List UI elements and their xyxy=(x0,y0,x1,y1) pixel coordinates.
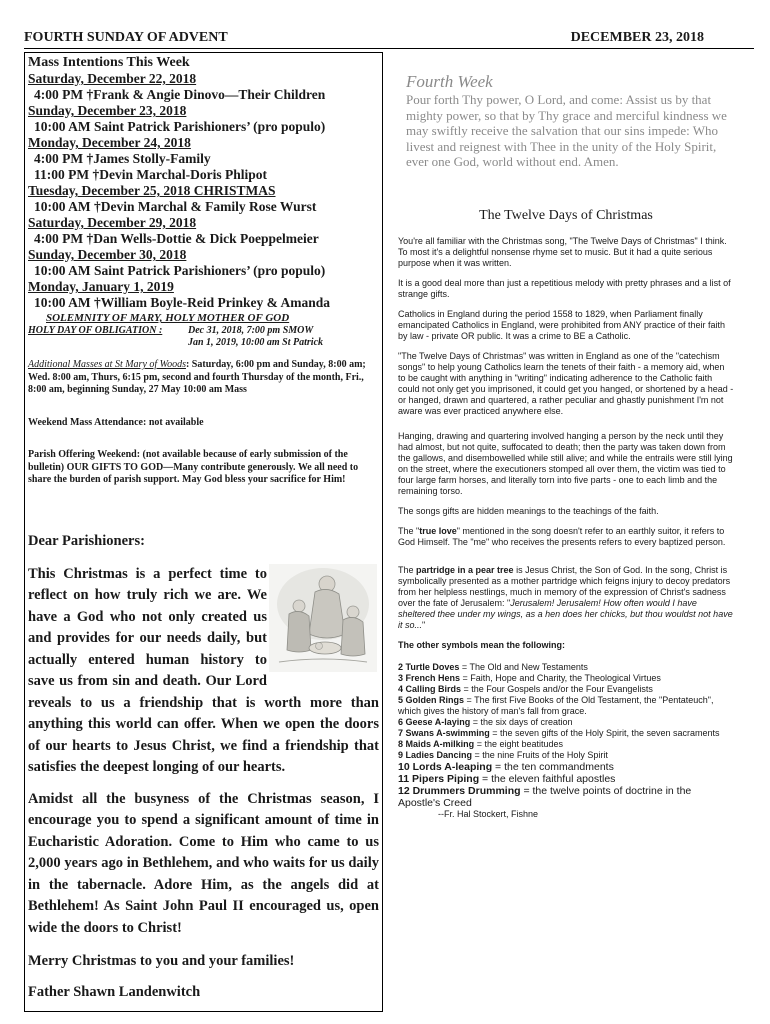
other-symbols-heading: The other symbols mean the following: xyxy=(398,639,566,650)
jerusalem-quote: Jerusalem! Jerusalem! How often would I have sheltered thee under my wings, as a hen does her chicks, but thou wouldst not have it so... xyxy=(398,597,733,630)
letter-greeting: Dear Parishioners: xyxy=(28,532,145,549)
mass-day: Tuesday, December 25, 2018 CHRISTMAS xyxy=(28,183,276,198)
mass-day: Monday, January 1, 2019 xyxy=(28,279,174,294)
mass-intention: 4:00 PM †Dan Wells-Dottie & Dick Poeppelmeier xyxy=(34,231,319,246)
symbol-gift: 2 Turtle Doves xyxy=(398,661,460,672)
additional-masses-label: Additional Masses at St Mary of Woods xyxy=(28,359,186,370)
letter-paragraph-1-text: This Christmas is a perfect time to reflect on how truly rich we are. We have a God who not only created us and provides for our needs daily, but actually entered human history to save us from sin and death. Our Lord reveals to us a friendship that is worth more than anything this world can offer. When we open the doors of our hearts to Jesus Christ, we find a friendship that satisfies the deepest longing of our hearts. xyxy=(28,565,379,775)
mass-intention: 10:00 AM Saint Patrick Parishioners’ (pro populo) xyxy=(34,263,326,278)
symbol-meaning: = the eleven faithful apostles xyxy=(479,772,616,785)
page-header xyxy=(24,30,746,50)
letter-closing: Merry Christmas to you and your families! xyxy=(28,953,295,969)
symbol-meaning: = the nine Fruits of the Holy Spirit xyxy=(472,749,608,760)
fourth-week-title: Fourth Week xyxy=(406,72,493,91)
symbol-gift: 11 Pipers Piping xyxy=(398,772,480,785)
symbol-gift: 12 Drummers Drumming xyxy=(398,784,521,797)
article-credit: --Fr. Hal Stockert, Fishne xyxy=(438,808,539,819)
symbol-gift: 10 Lords A-leaping xyxy=(398,760,493,773)
solemnity-heading: SOLEMNITY OF MARY, HOLY MOTHER OF GOD xyxy=(46,312,290,324)
symbol-gift: 3 French Hens xyxy=(398,672,461,683)
mass-intention: 4:00 PM †Frank & Angie Dinovo—Their Children xyxy=(34,87,326,102)
symbol-meaning: = the twelve points of doctrine in the Apostle's Creed xyxy=(398,784,692,809)
symbol-gift: 5 Golden Rings xyxy=(398,694,465,705)
holy-day-time-2: Jan 1, 2019, 10:00 am St Patrick xyxy=(188,337,324,348)
twelve-days-paragraph-7 xyxy=(398,526,734,548)
twelve-days-paragraph-2: It is a good deal more than just a repetitious melody with pretty phrases and a list of strange gifts. xyxy=(398,277,731,299)
left-column xyxy=(24,52,383,1012)
symbol-meaning: = The first Five Books of the Old Testament, the "Pentateuch", which gives the history of man's fall from grace. xyxy=(398,694,714,716)
symbol-gift: 4 Calling Birds xyxy=(398,683,462,694)
symbol-item xyxy=(398,728,734,739)
letter-signature: Father Shawn Landenwitch xyxy=(28,984,201,1000)
true-love-term: true love xyxy=(419,525,457,536)
symbol-gift: 7 Swans A-swimming xyxy=(398,727,490,738)
symbol-item xyxy=(398,673,734,684)
mass-intentions-list xyxy=(28,71,379,311)
twelve-days-paragraph-6: The songs gifts are hidden meanings to the teachings of the faith. xyxy=(398,505,659,516)
twelve-days-paragraph-4: "The Twelve Days of Christmas" was written in England as one of the "catechism songs" to help young Catholics learn the tenets of their faith - a memory aid, when to be caught with anything in "writing" indicating adherence to the Catholic faith could not only get you imprisoned, it could get you hanged, or shortened by a head - or hanged, drawn and quartered, a rather peculiar and ghastly punishment I'm not aware was ever practiced anywhere else. xyxy=(398,350,734,416)
symbol-item xyxy=(398,739,734,750)
symbol-meaning: = Faith, Hope and Charity, the Theological Virtues xyxy=(460,672,661,683)
header-date: DECEMBER 23, 2018 xyxy=(570,30,704,45)
offering-note: Parish Offering Weekend: (not available because of early submission of the bulletin) OUR GIFTS TO GOD—Many contribute generously. We all need to share the burden of parish support. May God bless your sacrifice for Him! xyxy=(28,449,359,485)
mass-day: Saturday, December 29, 2018 xyxy=(28,215,197,230)
symbol-item xyxy=(398,662,734,673)
right-column xyxy=(398,54,734,820)
symbols-list xyxy=(398,662,734,809)
symbol-meaning: = The Old and New Testaments xyxy=(459,661,588,672)
symbol-meaning: = the eight beatitudes xyxy=(474,738,564,749)
mass-intention: 11:00 PM †Devin Marchal-Doris Phlipot xyxy=(34,167,267,182)
symbol-meaning: = the seven gifts of the Holy Spirit, the seven sacraments xyxy=(489,727,720,738)
letter-body xyxy=(28,564,379,779)
symbol-item xyxy=(398,750,734,761)
symbol-item xyxy=(398,684,734,695)
symbol-item xyxy=(398,695,734,717)
header-divider xyxy=(24,48,754,49)
mass-intention: 10:00 AM Saint Patrick Parishioners’ (pro populo) xyxy=(34,119,326,134)
twelve-days-title: The Twelve Days of Christmas xyxy=(479,207,653,223)
holy-day-line-1 xyxy=(28,325,379,337)
mass-day: Sunday, December 30, 2018 xyxy=(28,247,187,262)
symbol-item xyxy=(398,717,734,728)
fourth-week-prayer: Pour forth Thy power, O Lord, and come: Assist us by that mighty power, so that by Thy grace and merciful kindness we may swiftly receive the salvation that our sins impede: Who livest and reignest with Thee in the unity of the Holy Spirit, ever one God, world without end. Amen. xyxy=(406,92,727,169)
holy-day-time-1: Dec 31, 2018, 7:00 pm SMOW xyxy=(188,325,314,336)
additional-masses-note xyxy=(28,359,379,397)
symbol-meaning: = the six days of creation xyxy=(470,716,573,727)
twelve-days-paragraph-5: Hanging, drawing and quartering involved hanging a person by the neck until they had almost, but not quite, suffocated to death; then the party was taken down from the gallows, and disembowelled while still alive; and while the entrails were still lying on the street, where the executioners stomped all over them, the victim was tied to four large farm horses, and literally torn into five parts - one to each limb and the remaining torso. xyxy=(398,430,733,496)
attendance-note: Weekend Mass Attendance: not available xyxy=(28,416,204,428)
twelve-days-paragraph-8 xyxy=(398,565,734,631)
partridge-pre: The xyxy=(398,564,417,575)
symbol-gift: 8 Maids A-milking xyxy=(398,738,475,749)
mass-intention: 4:00 PM †James Stolly-Family xyxy=(34,151,211,166)
twelve-days-paragraph-1: You're all familiar with the Christmas song, "The Twelve Days of Christmas" I think. To most it's a delightful nonsense rhyme set to music. But it had a quite serious purpose when it was written. xyxy=(398,235,727,268)
mass-day: Sunday, December 23, 2018 xyxy=(28,103,187,118)
symbol-item xyxy=(398,785,734,809)
symbol-gift: 9 Ladies Dancing xyxy=(398,749,473,760)
mass-day: Saturday, December 22, 2018 xyxy=(28,71,197,86)
symbol-gift: 6 Geese A-laying xyxy=(398,716,471,727)
mass-day: Monday, December 24, 2018 xyxy=(28,135,191,150)
letter-paragraph-2: Amidst all the busyness of the Christmas season, I encourage you to spend a significant amount of time in Eucharistic Adoration. Come to Him who came to us 2,000 years ago in Bethlehem, and who waits for us daily in the tabernacle. Adore Him, as the angels did at Bethlehem! As Saint John Paul II encouraged us, open wide the doors to Christ! xyxy=(28,790,379,936)
additional-masses-text: : Saturday, 6:00 pm and Sunday, 8:00 am; Wed. 8:00 am, Thurs, 6:15 pm, second and fourth Thursday of the month, Fri., 8:00 am, beginning Sunday, 27 May 10:00 am Mass xyxy=(28,359,366,395)
quote-close: " xyxy=(422,619,426,630)
true-love-post: " mentioned in the song doesn't refer to an earthly suitor, it refers to God Himself. The "me" who receives the presents refers to every baptized person. xyxy=(398,525,726,547)
mass-intentions-title: Mass Intentions This Week xyxy=(28,55,190,70)
header-title: FOURTH SUNDAY OF ADVENT xyxy=(24,30,228,45)
mass-intention: 10:00 AM †Devin Marchal & Family Rose Wurst xyxy=(34,199,317,214)
mass-intention: 10:00 AM †William Boyle-Reid Prinkey & Amanda xyxy=(34,295,330,310)
partridge-post: is Jesus Christ, the Son of God. In the song, Christ is symbolically presented as a mother partridge which feigns injury to decoy predators from her helpless nestlings, much in memory of the expression of Christ's sadness over the fate of Jerusalem: " xyxy=(398,564,731,608)
twelve-days-paragraph-3: Catholics in England during the period 1558 to 1829, when Parliament finally emancipated Catholics in England, were prohibited from ANY practice of their faith by law - private OR public. It was a crime to BE a Catholic. xyxy=(398,308,726,341)
symbol-item xyxy=(398,761,734,773)
nativity-image xyxy=(269,564,377,672)
holy-day-label: HOLY DAY OF OBLIGATION : xyxy=(28,325,163,336)
symbol-meaning: = the Four Gospels and/or the Four Evangelists xyxy=(461,683,653,694)
symbol-meaning: = the ten commandments xyxy=(492,760,614,773)
partridge-term: partridge in a pear tree xyxy=(416,564,514,575)
symbol-item xyxy=(398,773,734,785)
true-love-pre: The " xyxy=(398,525,420,536)
